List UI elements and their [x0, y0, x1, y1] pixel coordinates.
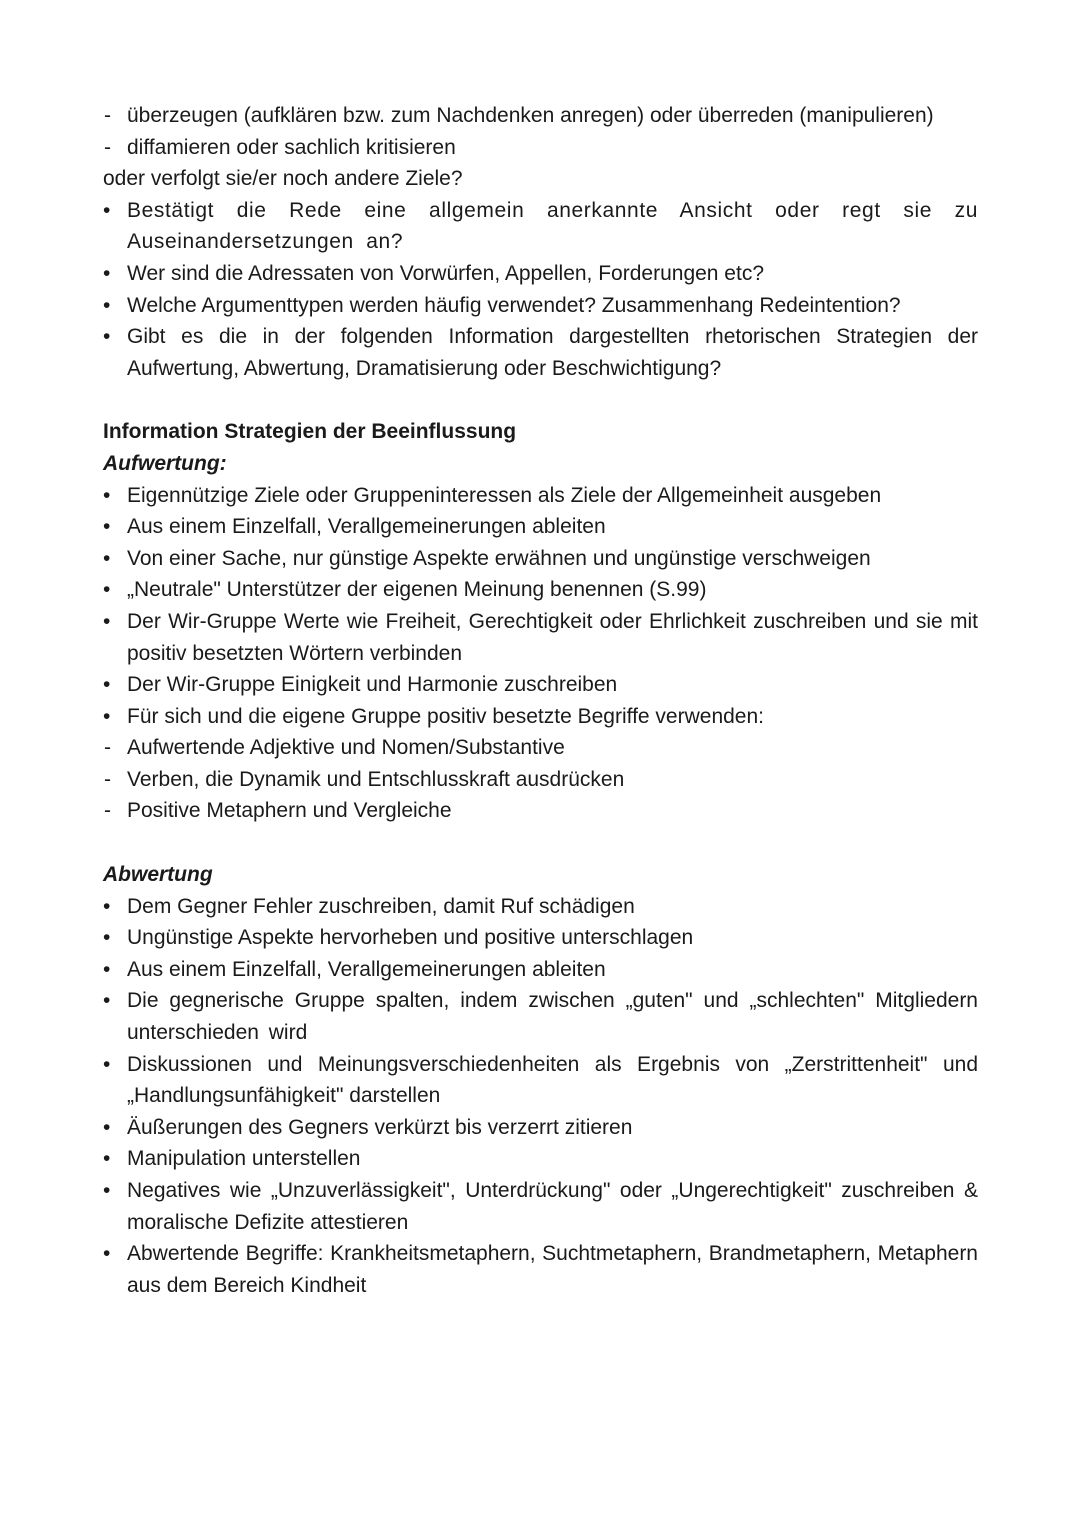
list-item: - diffamieren oder sachlich kritisieren — [103, 132, 978, 164]
bullet-marker — [103, 574, 123, 606]
list-item: - überzeugen (aufklären bzw. zum Nachdenken anregen) oder überreden (manipulieren) — [103, 100, 978, 132]
intro-dash-list — [103, 100, 978, 163]
bullet-marker — [103, 511, 123, 543]
bullet-marker — [103, 480, 123, 512]
list-item: • Äußerungen des Gegners verkürzt bis verzerrt zitieren — [103, 1112, 978, 1144]
aufwertung-heading: Aufwertung: — [103, 451, 227, 475]
list-item: • Aus einem Einzelfall, Verallgemeinerungen ableiten — [103, 954, 978, 986]
dash-marker — [103, 100, 123, 132]
list-item: - Verben, die Dynamik und Entschlusskraft ausdrücken — [103, 764, 978, 796]
bullet-marker — [103, 606, 123, 638]
dash-marker — [103, 764, 123, 796]
bullet-marker — [103, 1175, 123, 1207]
bullet-marker — [103, 701, 123, 733]
list-item: • Welche Argumenttypen werden häufig verwendet? Zusammenhang Redeintention? — [103, 290, 978, 322]
dash-marker — [103, 132, 123, 164]
bullet-marker — [103, 290, 123, 322]
list-item: • Ungünstige Aspekte hervorheben und positive unterschlagen — [103, 922, 978, 954]
bullet-marker — [103, 891, 123, 923]
list-item: • Manipulation unterstellen — [103, 1143, 978, 1175]
intro-bullet-list — [103, 195, 978, 385]
list-item: - Aufwertende Adjektive und Nomen/Substantive — [103, 732, 978, 764]
section-heading: Information Strategien der Beeinflussung — [103, 420, 517, 444]
list-item: • Aus einem Einzelfall, Verallgemeinerungen ableiten — [103, 511, 978, 543]
list-item: • Der Wir-Gruppe Werte wie Freiheit, Gerechtigkeit oder Ehrlichkeit zuschreiben und sie mit positiv besetzten Wörtern verbinden — [103, 606, 978, 669]
list-item: • Abwertende Begriffe: Krankheitsmetaphern, Suchtmetaphern, Brandmetaphern, Metaphern aus dem Bereich Kindheit — [103, 1238, 978, 1301]
bullet-marker — [103, 922, 123, 954]
bullet-marker — [103, 543, 123, 575]
bullet-marker — [103, 321, 123, 353]
list-item: • Negatives wie „Unzuverlässigkeit", Unterdrückung" oder „Ungerechtigkeit" zuschreiben & moralische Defizite attestieren — [103, 1175, 978, 1238]
dash-marker — [103, 795, 123, 827]
list-item: • Für sich und die eigene Gruppe positiv besetzte Begriffe verwenden: — [103, 701, 978, 733]
bullet-marker — [103, 1238, 123, 1270]
list-item: • Die gegnerische Gruppe spalten, indem zwischen „guten" und „schlechten" Mitgliedern unterschieden wird — [103, 985, 978, 1048]
list-item: • Bestätigt die Rede eine allgemein anerkannte Ansicht oder regt sie zu Auseinandersetzungen an? — [103, 195, 978, 258]
list-item: • Der Wir-Gruppe Einigkeit und Harmonie zuschreiben — [103, 669, 978, 701]
list-item: • Diskussionen und Meinungsverschiedenheiten als Ergebnis von „Zerstrittenheit" und „Handlungsunfähigkeit" darstellen — [103, 1049, 978, 1112]
list-item: • „Neutrale" Unterstützer der eigenen Meinung benennen (S.99) — [103, 574, 978, 606]
bullet-marker — [103, 669, 123, 701]
list-item: • Dem Gegner Fehler zuschreiben, damit Ruf schädigen — [103, 891, 978, 923]
intro-question: oder verfolgt sie/er noch andere Ziele? — [103, 167, 463, 191]
list-item: • Von einer Sache, nur günstige Aspekte erwähnen und ungünstige verschweigen — [103, 543, 978, 575]
abwertung-bullet-list — [103, 891, 978, 1302]
list-item: • Wer sind die Adressaten von Vorwürfen, Appellen, Forderungen etc? — [103, 258, 978, 290]
bullet-marker — [103, 954, 123, 986]
aufwertung-bullet-list — [103, 480, 978, 733]
bullet-marker — [103, 1112, 123, 1144]
aufwertung-dash-list — [103, 732, 978, 827]
bullet-marker — [103, 258, 123, 290]
dash-marker — [103, 732, 123, 764]
list-item: • Gibt es die in der folgenden Information dargestellten rhetorischen Strategien der Aufwertung, Abwertung, Dramatisierung oder Beschwichtigung? — [103, 321, 978, 384]
list-item: • Eigennützige Ziele oder Gruppeninteressen als Ziele der Allgemeinheit ausgeben — [103, 480, 978, 512]
list-item: - Positive Metaphern und Vergleiche — [103, 795, 978, 827]
bullet-marker — [103, 195, 123, 227]
bullet-marker — [103, 1143, 123, 1175]
bullet-marker — [103, 1049, 123, 1081]
abwertung-heading: Abwertung — [103, 863, 213, 887]
bullet-marker — [103, 985, 123, 1017]
